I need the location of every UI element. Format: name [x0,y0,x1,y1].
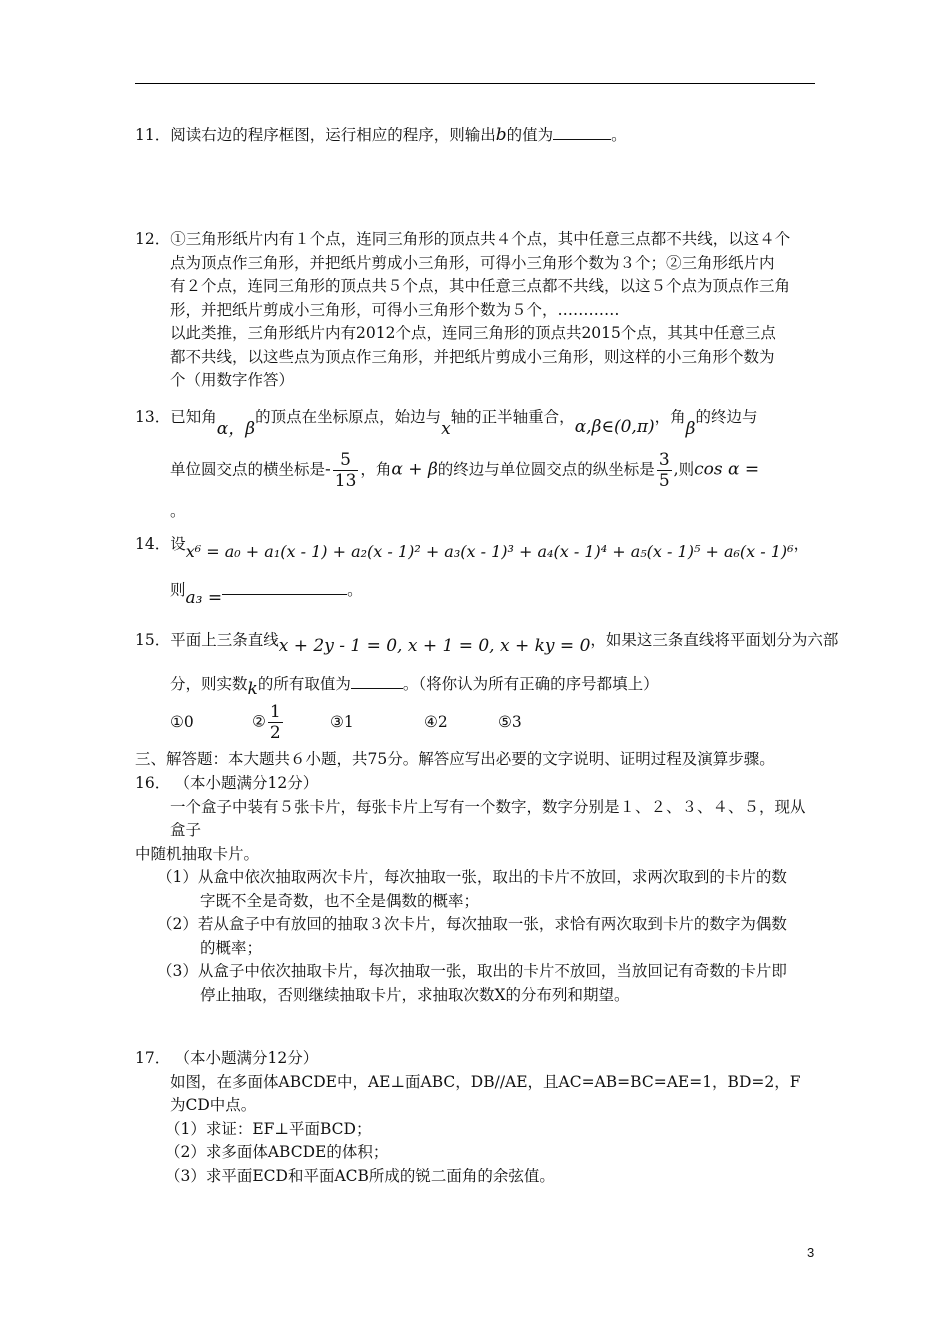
question-15-options [170,702,522,743]
question-11: 11．阅读右边的程序框图，运行相应的程序，则输出b的值为 。 [135,125,627,145]
question-16: 16． （本小题满分12分） 一个盒子中装有５张卡片，每张卡片上写有一个数字，数字分别是１、２、３、４、５，现从盒子 中随机抽取卡片。 （1）从盒中依次抽取两次卡片，每次抽取一张，取出的卡片不放回，求两次取到的卡片的数 字既不全是奇数，也不全是偶数的概率； （2）若从盒子中有放回的抽取３次卡片，每次抽取一张，求恰有两次取到卡片的数字为偶数 的概率； （3）从盒子中依次抽取卡片，每次抽取一张，取出的卡片不放回，当放回记有奇数的卡片即 停止抽取，否则继续抽取卡片，求抽取次数X的分布列和期望。 [135,774,806,1004]
question-12: 12．①三角形纸片内有１个点，连同三角形的顶点共４个点，其中任意三点都不共线，以这４个 点为顶点作三角形，并把纸片剪成小三角形，可得小三角形个数为３个；②三角形纸片内 有２个点，连同三角形的顶点共５个点，其中任意三点都不共线，以这５个点为顶点作三角 形，并把纸片剪成小三角形，可得小三角形个数为５个，………… 以此类推，三角形纸片内有2012个点，连同三角形的顶点共2015个点，其其中任意三点 都不共线，以这些点为顶点作三角形，并把纸片剪成小三角形，则这样的小三角形个数为 个（用数字作答） [135,230,791,389]
fraction-3-5: $\frac{3}{5}$ [658,450,670,491]
line-equations: x + 2y - 1 = 0, x + 1 = 0, x + ky = 0 [278,636,591,656]
expansion-equation: x⁶ = a₀ + a₁(x - 1) + a₂(x - 1)² + a₃(x - 1)³ + a₄(x - 1)⁴ + a₅(x - 1)⁵ + a₆(x - 1)⁶ [185,542,794,561]
option-5: ⑤3 [498,712,522,731]
section-3-heading: 三、解答题：本大题共６小题，共75分。解答应写出必要的文字说明、证明过程及演算步骤。 [135,750,775,768]
question-14-line2: 则a₃ = 。 [170,581,363,608]
question-13-line2: 单位圆交点的横坐标是- $\frac{5}{13}$ ，角α + β的终边与单位圆交点的纵坐标是 $\frac{3}{5}$ ,则cos α = [170,450,760,491]
option-4: ④2 [424,712,448,731]
question-17: 17． （本小题满分12分） 如图，在多面体ABCDE中，AE⊥面ABC，DB//AE，且AC=AB=BC=AE=1，BD=2，F为CD中点。 （1）求证：EF⊥平面BCD； （2）求多面体ABCDE的体积； （3）求平面ECD和平面ACB所成的锐二面角的余弦值。 [135,1049,801,1185]
answer-blank[interactable] [351,674,403,689]
question-number: 14． [135,535,171,553]
question-number: 11． [135,126,171,144]
option-2: ② $\frac{1}{2}$ [252,702,281,743]
question-13-tail: 。 [170,502,186,520]
question-13: 13．已知角α，β的顶点在坐标原点，始边与x轴的正半轴重合，α,β∈(0,π)，角β的终边与 [135,408,758,439]
answer-blank[interactable] [222,580,347,595]
question-15-line2: 分，则实数k的所有取值为 。（将你认为所有正确的序号都填上） [170,675,659,699]
question-15: 15．平面上三条直线x + 2y - 1 = 0, x + 1 = 0, x + ky = 0，如果这三条直线将平面划分为六部 [135,631,839,656]
option-3: ③1 [330,712,354,731]
page-number: 3 [807,1245,815,1260]
answer-blank[interactable] [553,125,611,140]
fraction-5-13: $\frac{5}{13}$ [334,450,357,491]
question-number: 12． [135,230,171,248]
question-14: 14．设x⁶ = a₀ + a₁(x - 1) + a₂(x - 1)² + a₃(x - 1)³ + a₄(x - 1)⁴ + a₅(x - 1)⁵ + a₆(x - 1)⁶， [135,535,810,561]
fraction-1-2: $\frac{1}{2}$ [269,702,281,743]
option-1: ①0 [170,712,194,731]
question-number: 17． [135,1049,171,1067]
question-number: 16． [135,774,171,792]
header-rule [135,83,815,84]
question-number: 13． [135,408,171,426]
question-number: 15． [135,631,171,649]
